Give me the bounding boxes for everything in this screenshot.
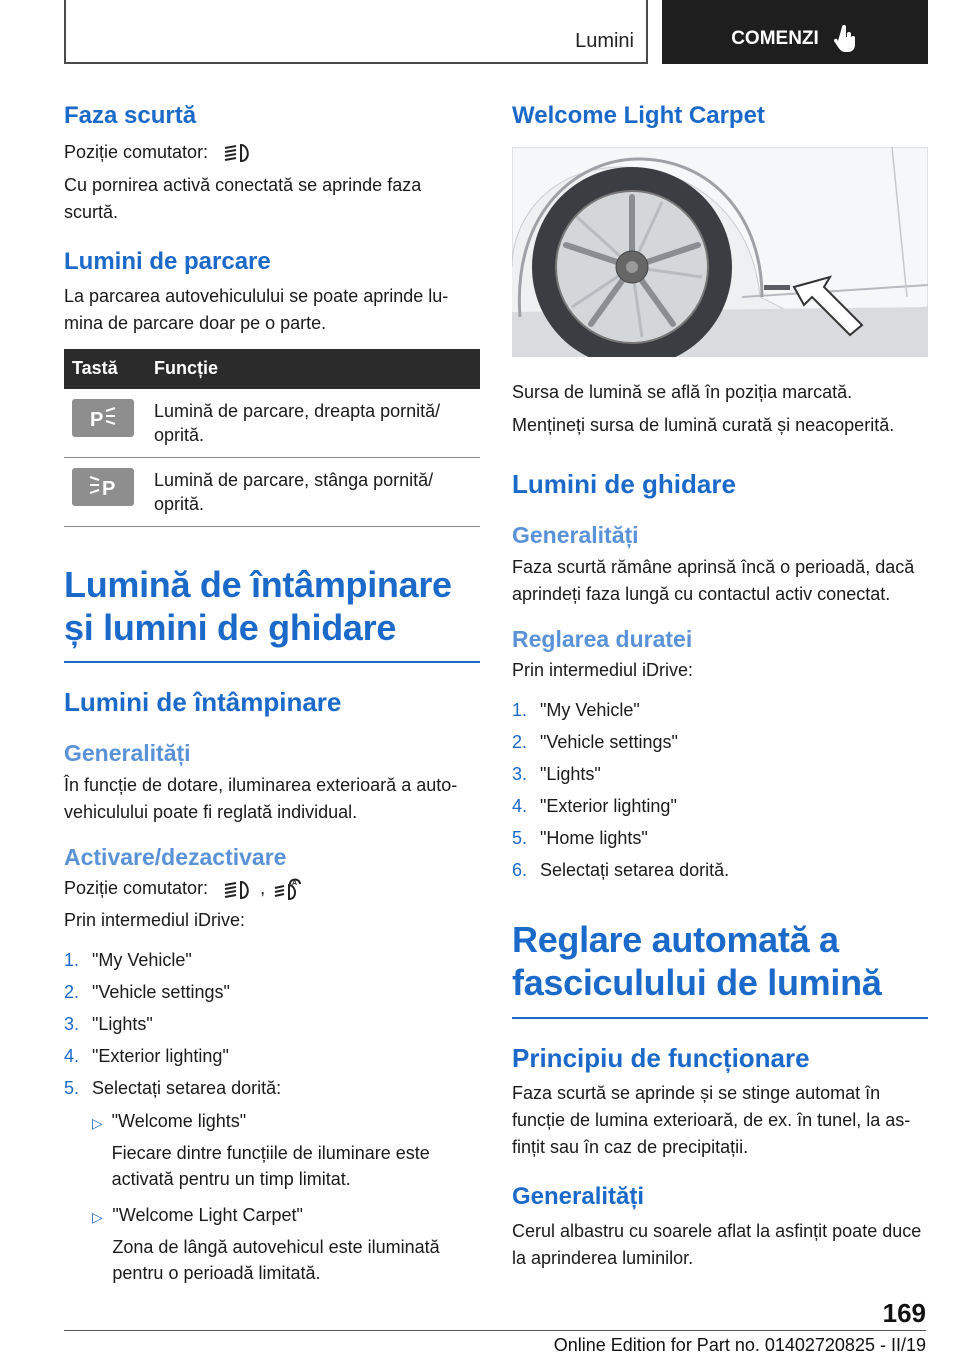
page-number: 169 (882, 1298, 926, 1328)
section-title: Lumini (575, 30, 634, 52)
list-item: 5. "Home lights" (512, 828, 648, 849)
duration-heading: Reglarea duratei (512, 625, 693, 652)
low-beam-switch-line (64, 139, 480, 166)
auto-light-icon (270, 877, 304, 903)
activation-heading: Activare/dezactivare (64, 843, 287, 870)
edition-text: Online Edition for Part no. 01402720825 - II/19 (553, 1335, 926, 1355)
list-item: 2. "Vehicle settings" (64, 981, 230, 1002)
switch-separator: , (260, 878, 266, 899)
chapter-label: COMENZI (731, 28, 819, 49)
parking-light-right-icon (87, 405, 119, 431)
table-row (64, 389, 480, 458)
guide-general-text: Faza scurtă rămâne aprinsă încă o perioadă, dacă aprindeți faza lungă cu contactul activ conectat. (512, 556, 915, 604)
option-name: "Welcome lights" (111, 1110, 247, 1131)
table-row (64, 457, 480, 526)
parking-light-right-button[interactable] (72, 399, 134, 437)
switch-label: Poziție comutator: (64, 141, 209, 162)
footer-rule (64, 1330, 926, 1331)
list-item: 5. Selectați setarea dorită: (64, 1077, 282, 1098)
table-cell-func: Lumină de parcare, dreapta pornită/ oprită. (146, 389, 480, 458)
principle-text: Faza scurtă se aprinde și se stinge automat în funcție de lumina exterioară, de ex. în tunel, la as-ﬁnțit sau în caz de precipitații. (512, 1082, 911, 1157)
carpet-heading: Welcome Light Carpet (512, 102, 765, 129)
option-desc: Fiecare dintre funcțiile de iluminare este activată pentru un timp limitat. (111, 1142, 430, 1189)
option-item (92, 1202, 480, 1286)
principle-heading: Principiu de funcționare (512, 1042, 810, 1073)
right-column (512, 100, 928, 1272)
guide-general-heading: Generalități (512, 521, 639, 548)
carpet-text-1: Sursa de lumină se află în poziția marcată. (512, 381, 853, 402)
col-func-header: Funcție (146, 349, 480, 389)
low-beam-text: Cu pornirea activă conectată se aprinde faza scurtă. (64, 174, 422, 222)
header-rule-left (64, 0, 66, 64)
idrive-label: Prin intermediul iDrive: (64, 909, 246, 930)
hand-pointer-icon (833, 25, 859, 53)
header-rule-bottom (64, 62, 648, 64)
welcome-steps (64, 944, 480, 1104)
option-name: "Welcome Light Carpet" (112, 1204, 303, 1225)
svg-text:A: A (292, 879, 298, 887)
low-beam-icon (221, 878, 255, 902)
parking-heading: Lumini de parcare (64, 247, 271, 275)
list-item: 3. "Lights" (512, 764, 601, 785)
auto-general-heading: Generalități (512, 1182, 645, 1210)
guide-steps (512, 694, 928, 886)
low-beam-icon (221, 141, 255, 165)
list-item: 2. "Vehicle settings" (512, 732, 678, 753)
list-item: 3. "Lights" (64, 1013, 153, 1034)
list-item: 4. "Exterior lighting" (512, 796, 677, 817)
parking-text: La parcarea autovehiculului se poate aprinde lu-mina de parcare doar pe o parte. (64, 285, 449, 333)
low-beam-heading: Faza scurtă (64, 102, 197, 129)
parking-light-left-icon (87, 474, 119, 500)
svg-text:P: P (102, 477, 116, 500)
parking-key-table (64, 349, 480, 527)
guide-heading: Lumini de ghidare (512, 468, 736, 499)
welcome-sub-heading: Lumini de întâmpinare (64, 686, 342, 717)
auto-main-heading: Reglare automată a fasciculului de lumină (512, 919, 882, 1004)
welcome-main-heading: Lumină de întâmpinare și lumini de ghidare (64, 563, 452, 648)
idrive-label: Prin intermediul iDrive: (512, 660, 694, 681)
general-heading: Generalități (64, 740, 191, 767)
triangle-bullet-icon: ▷ (92, 1208, 103, 1225)
option-item (92, 1108, 480, 1192)
general-text: În funcție de dotare, iluminarea exterioară a auto-vehiculului poate fi reglată individual. (64, 774, 458, 822)
car-wheel-image (512, 147, 928, 357)
carpet-text-2: Mențineți sursa de lumină curată și neacoperită. (512, 414, 895, 435)
list-item: 6. Selectați setarea dorită. (512, 860, 730, 881)
switch-label: Poziție comutator: (64, 878, 209, 899)
car-wheel-illustration (512, 147, 928, 357)
list-item: 4. "Exterior lighting" (64, 1045, 229, 1066)
auto-general-text: Cerul albastru cu soarele aflat la asfințit poate duce la aprinderea luminilor. (512, 1220, 922, 1268)
heading-rule (512, 1017, 928, 1019)
chapter-tab[interactable] (662, 0, 928, 64)
list-item: 1. "My Vehicle" (64, 949, 192, 970)
table-cell-func: Lumină de parcare, stânga pornită/ oprită. (146, 457, 480, 526)
col-key-header: Tastă (64, 349, 146, 389)
activation-switch-line (64, 875, 480, 902)
list-item: 1. "My Vehicle" (512, 700, 640, 721)
header-rule-right (646, 0, 648, 64)
svg-text:P: P (90, 408, 104, 431)
heading-rule (64, 661, 480, 663)
left-column (64, 100, 480, 1286)
option-desc: Zona de lângă autovehicul este iluminată pentru o perioadă limitată. (112, 1236, 440, 1283)
parking-light-left-button[interactable] (72, 468, 134, 506)
triangle-bullet-icon: ▷ (92, 1114, 103, 1131)
